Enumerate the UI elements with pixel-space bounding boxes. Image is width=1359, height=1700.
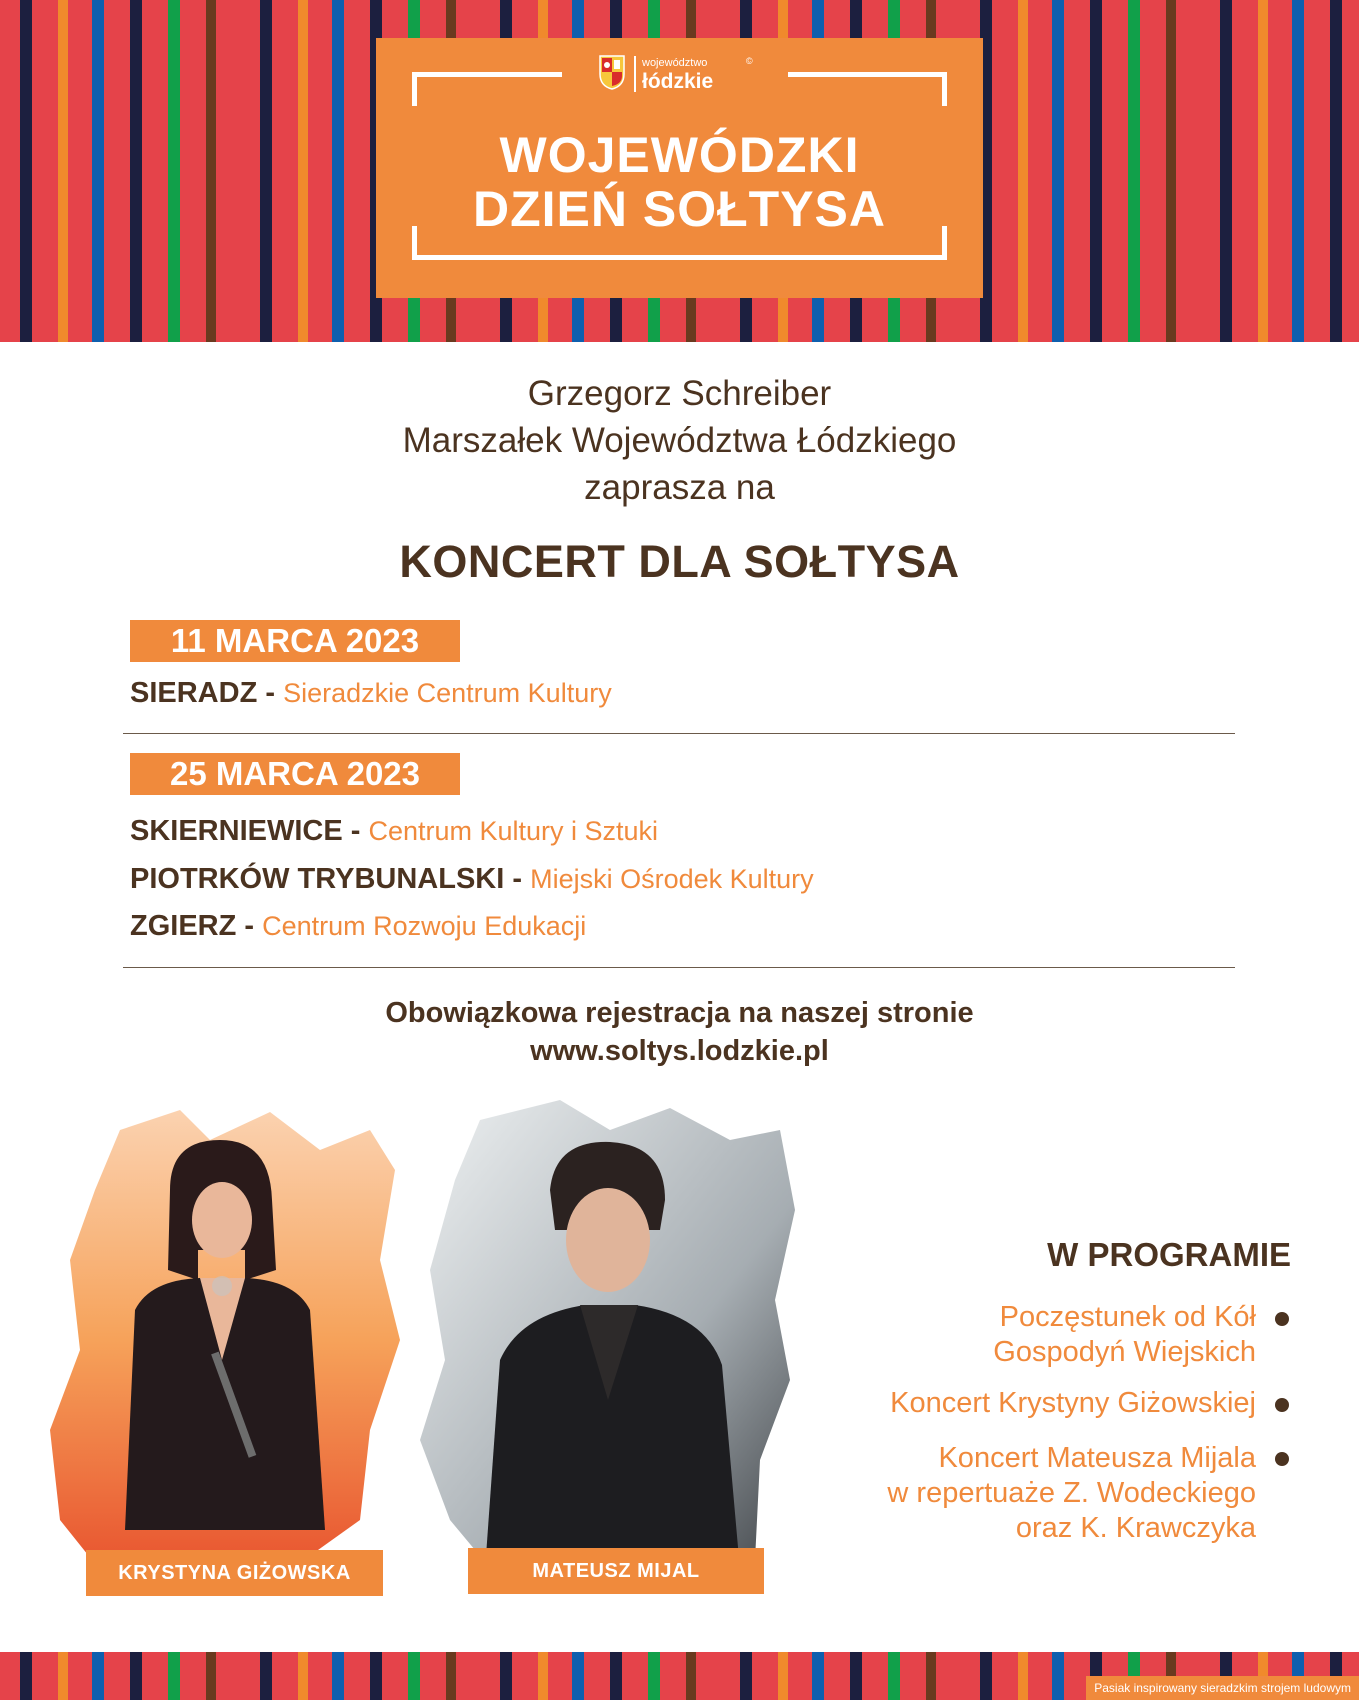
event-title-line1: WOJEWÓDZKI <box>499 127 860 183</box>
registration-note: Obowiązkowa rejestracja na naszej stronie <box>385 997 974 1029</box>
invitation-role: Marszałek Województwa Łódzkiego <box>402 421 957 460</box>
venue-place: Centrum Rozwoju Edukacji <box>262 911 587 941</box>
concert-headline: KONCERT DLA SOŁTYSA <box>399 536 960 587</box>
program-item-line: Koncert Krystyny Giżowskiej <box>890 1387 1256 1419</box>
venue-separator: - <box>257 677 284 709</box>
venue-place: Sieradzkie Centrum Kultury <box>283 678 612 708</box>
venue-place: Centrum Kultury i Sztuki <box>368 816 659 846</box>
logo-line1: województwo <box>642 57 708 69</box>
invitation-host: Grzegorz Schreiber <box>527 374 832 413</box>
artist-photo-krystyna <box>40 1100 430 1580</box>
program-item <box>890 1386 1256 1421</box>
program-item-line: oraz K. Krawczyka <box>1015 1512 1256 1544</box>
logo-line2: łódzkie <box>642 70 714 93</box>
region-logo <box>642 58 713 92</box>
artist-name-badge: MATEUSZ MIJAL <box>468 1548 764 1594</box>
event-title-line2: DZIEŃ SOŁTYSA <box>472 181 887 237</box>
venue-city: PIOTRKÓW TRYBUNALSKI <box>130 863 505 895</box>
bullet-icon <box>1275 1398 1289 1412</box>
bullet-icon <box>1275 1312 1289 1326</box>
venue-line <box>130 865 814 894</box>
venue-city: ZGIERZ <box>130 910 237 942</box>
venue-city: SKIERNIEWICE <box>130 815 343 847</box>
venue-line <box>130 912 586 941</box>
program-item-line: w repertuaże Z. Wodeckiego <box>887 1477 1256 1509</box>
program-item-line: Gospodyń Wiejskich <box>993 1336 1256 1368</box>
section-divider <box>123 733 1235 734</box>
venue-line <box>130 679 612 708</box>
event-date-badge: 11 MARCA 2023 <box>130 620 460 662</box>
event-title-box <box>376 38 983 298</box>
program-heading: W PROGRAMIE <box>1047 1236 1291 1273</box>
logo-registered-mark: © <box>746 56 753 66</box>
invitation-text: zaprasza na <box>584 468 775 507</box>
venue-separator: - <box>342 815 369 847</box>
stripe-credit-note: Pasiak inspirowany sieradzkim strojem ludowym <box>1086 1676 1359 1700</box>
venue-line <box>130 817 658 846</box>
bullet-icon <box>1275 1452 1289 1466</box>
program-item <box>993 1300 1256 1370</box>
program-item-line: Poczęstunek od Kół <box>999 1301 1256 1333</box>
registration-url[interactable]: www.soltys.lodzkie.pl <box>530 1035 829 1067</box>
logo-divider <box>634 56 636 92</box>
venue-city: SIERADZ <box>130 677 258 709</box>
program-item-line: Koncert Mateusza Mijala <box>938 1442 1256 1474</box>
event-date-badge: 25 MARCA 2023 <box>130 753 460 795</box>
section-divider <box>123 967 1235 968</box>
venue-separator: - <box>504 863 531 895</box>
artist-name-badge: KRYSTYNA GIŻOWSKA <box>86 1550 383 1596</box>
venue-separator: - <box>236 910 263 942</box>
artist-photo-mateusz <box>410 1100 810 1590</box>
program-item <box>887 1441 1256 1546</box>
venue-place: Miejski Ośrodek Kultury <box>530 864 814 894</box>
coat-of-arms-icon <box>598 54 626 90</box>
